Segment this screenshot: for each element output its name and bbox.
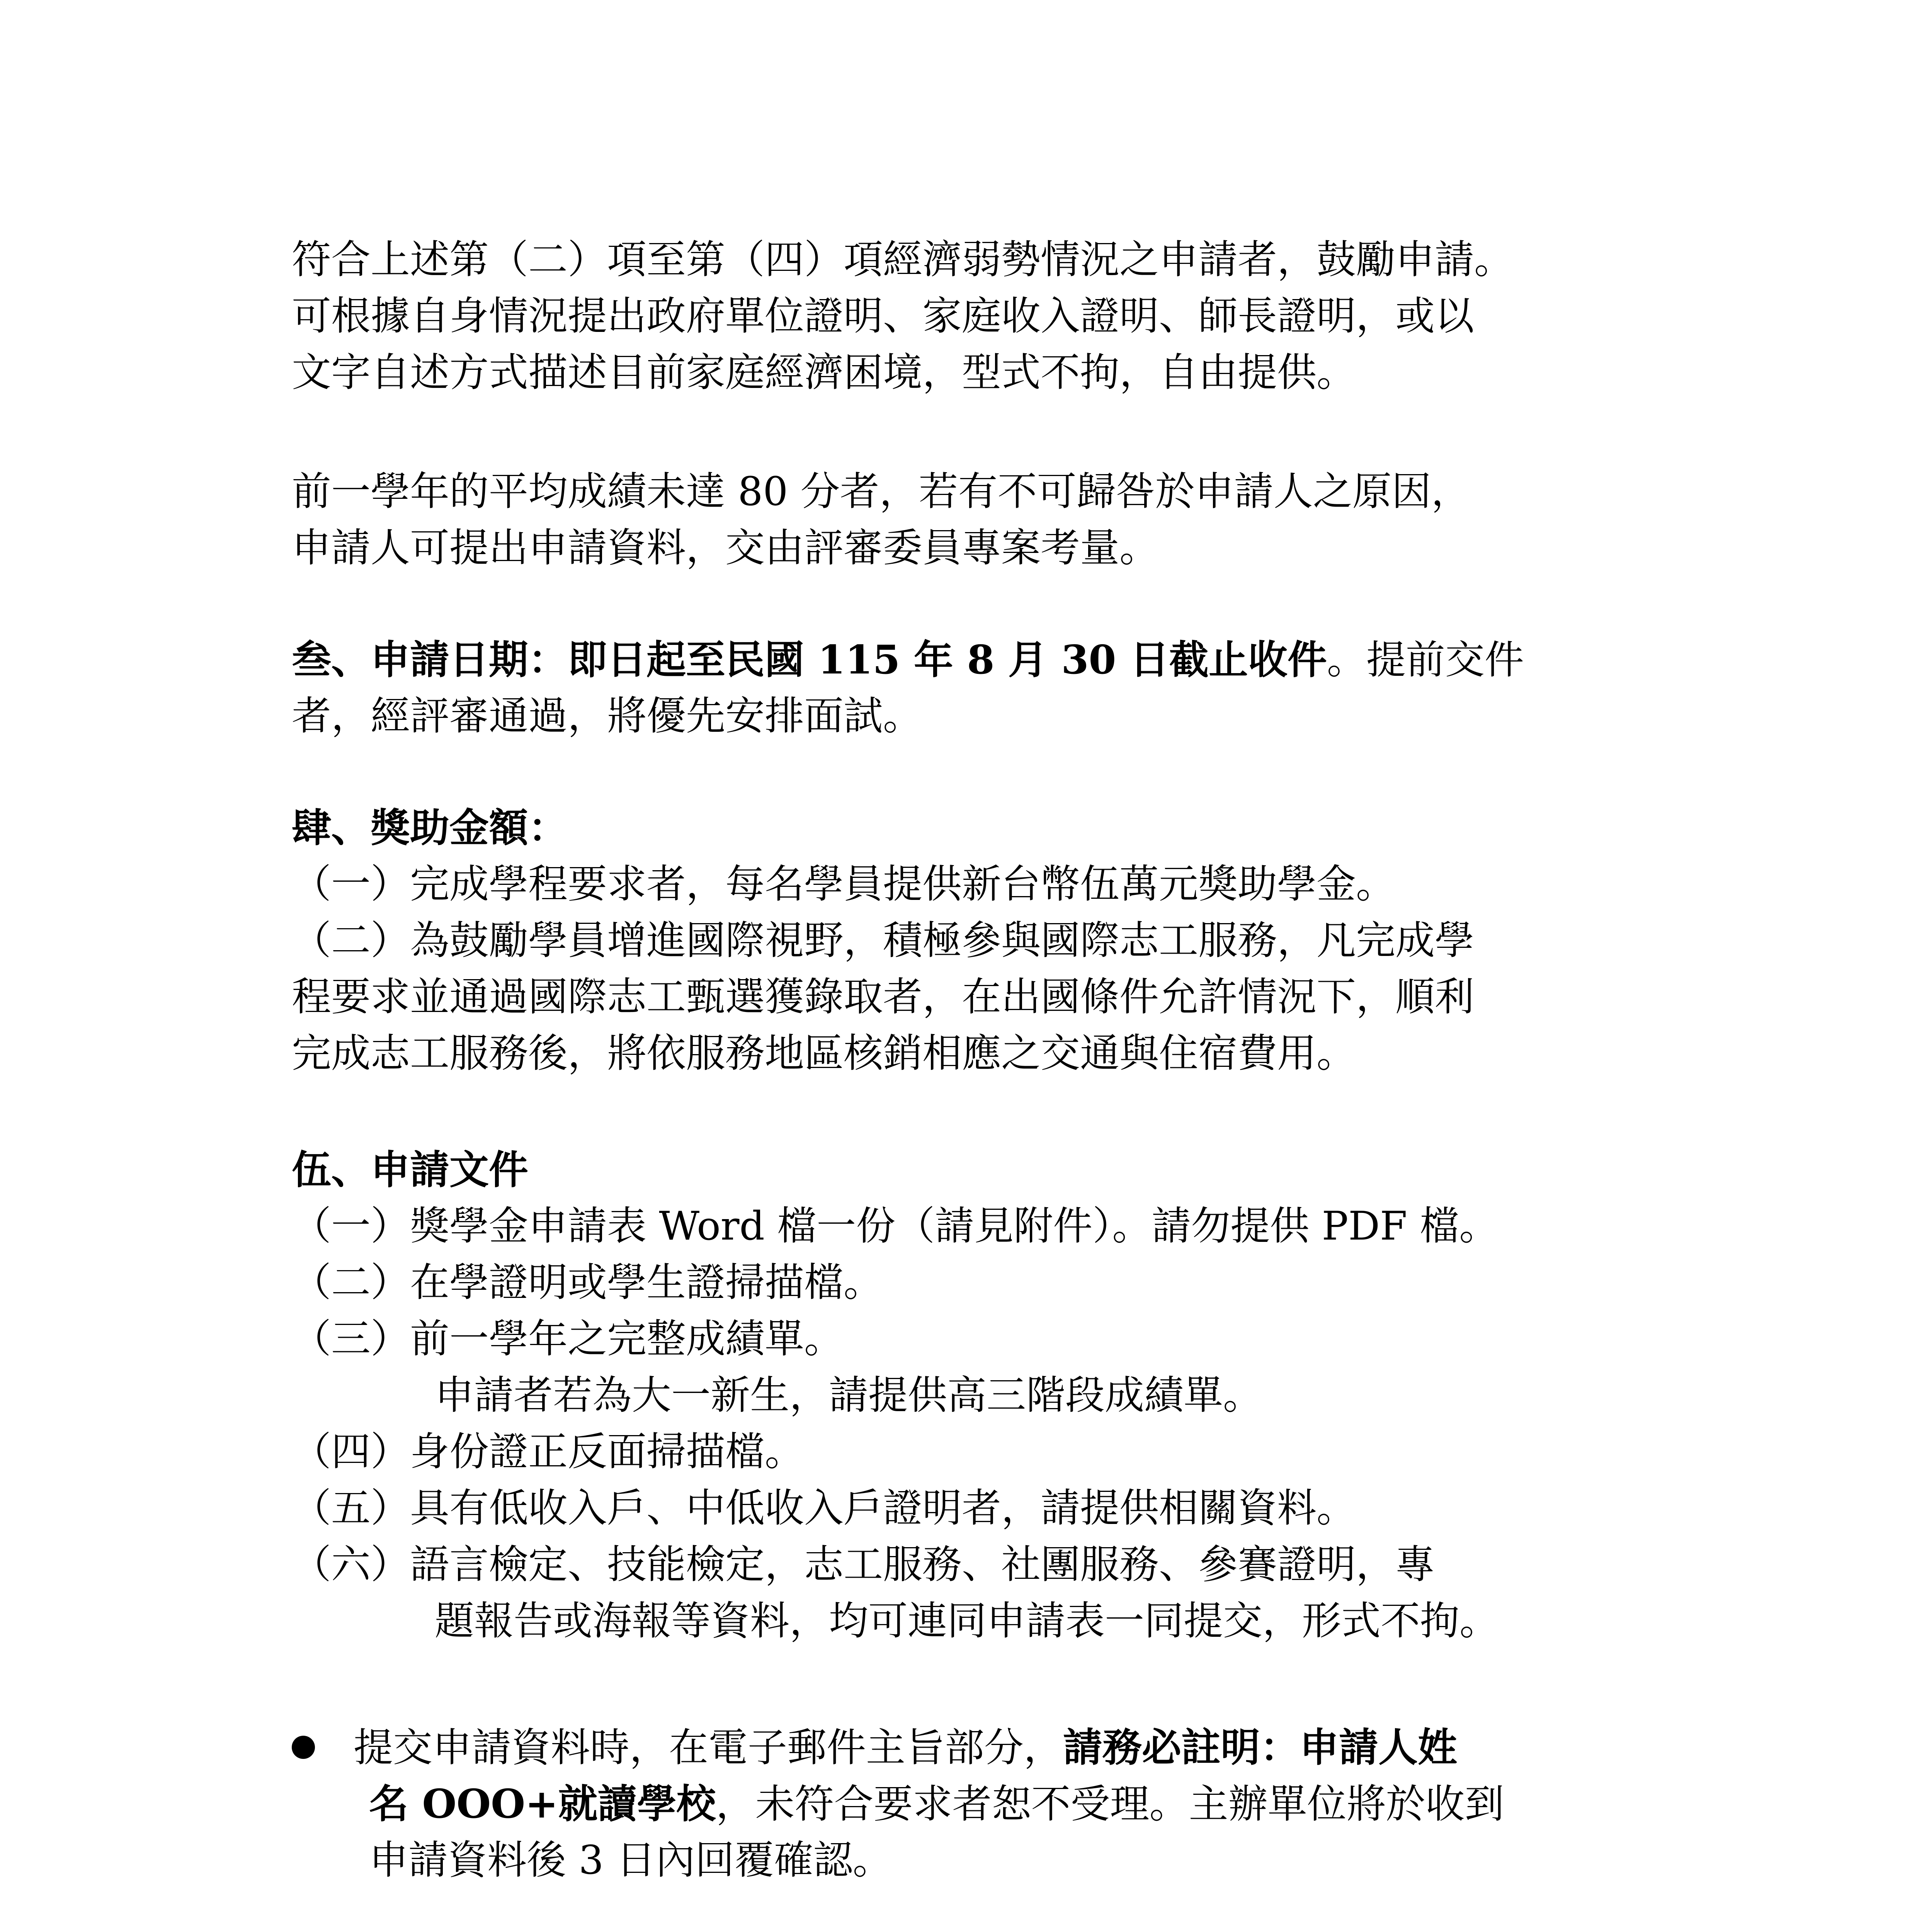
bullet-icon (292, 1736, 315, 1759)
text-normal: 提交申請資料時，在電子郵件主旨部分， (354, 1725, 1063, 1771)
section-heading: 肆、獎助金額： (292, 805, 568, 851)
application-date-bold: 叁、申請日期：即日起至民國 115 年 8 月 30 日截止收件 (292, 637, 1327, 683)
list-item-sub: 題報告或海報等資料，均可連同申請表一同提交，形式不拘。 (435, 1598, 1499, 1644)
section-application-documents (292, 1142, 1702, 1650)
text-line (292, 632, 1702, 688)
list-item: （四）身份證正反面掃描檔。 (292, 1429, 804, 1475)
text-line: 前一學年的平均成績未達 80 分者，若有不可歸咎於申請人之原因， (292, 469, 1471, 515)
application-date-rest: 。提前交件 (1327, 637, 1524, 683)
text-line: 符合上述第（二）項至第（四）項經濟弱勢情況之申請者，鼓勵申請。 (292, 237, 1514, 283)
text-line: 可根據自身情況提出政府單位證明、家庭收入證明、師長證明，或以 (292, 293, 1474, 339)
text-line: （二）為鼓勵學員增進國際視野，積極參與國際志工服務，凡完成學 (292, 918, 1474, 964)
bullet-email-subject (292, 1719, 1702, 1889)
section-heading: 伍、申請文件 (292, 1147, 528, 1193)
list-item: （六）語言檢定、技能檢定，志工服務、社團服務、參賽證明，專 (292, 1542, 1435, 1588)
text-line: 程要求並通過國際志工甄選獲錄取者，在出國條件允許情況下，順利 (292, 974, 1474, 1020)
list-item: （五）具有低收入戶、中低收入戶證明者，請提供相關資料。 (292, 1485, 1356, 1531)
text-normal: ，未符合要求者恕不受理。主辦單位將於收到 (716, 1781, 1504, 1827)
section-award-amount (292, 800, 1702, 1082)
list-item: （三）前一學年之完整成績單。 (292, 1316, 844, 1362)
text-line (292, 1719, 1702, 1776)
text-line: 者，經評審通過，將優先安排面試。 (292, 693, 922, 739)
list-item: （二）在學證明或學生證掃描檔。 (292, 1260, 883, 1306)
text-line (292, 1776, 1702, 1832)
text-line: 完成志工服務後，將依服務地區核銷相應之交通與住宿費用。 (292, 1031, 1356, 1077)
text-bold: 請務必註明：申請人姓 (1063, 1725, 1457, 1771)
text-line: 申請人可提出申請資料，交由評審委員專案考量。 (292, 525, 1159, 571)
text-line: 申請資料後 3 日內回覆確認。 (369, 1837, 892, 1883)
text-line: 文字自述方式描述目前家庭經濟困境，型式不拘，自由提供。 (292, 350, 1356, 396)
list-item-sub: 申請者若為大一新生，請提供高三階段成績單。 (435, 1372, 1262, 1418)
text-bold: 名 OOO+就讀學校 (369, 1781, 716, 1827)
paragraph-grade-exception (292, 464, 1702, 577)
section-application-date (292, 632, 1702, 745)
list-item: （一）獎學金申請表 Word 檔一份（請見附件）。請勿提供 PDF 檔。 (292, 1203, 1499, 1249)
paragraph-economic-hardship (292, 232, 1702, 401)
text-line: （一）完成學程要求者，每名學員提供新台幣伍萬元獎助學金。 (292, 861, 1395, 907)
